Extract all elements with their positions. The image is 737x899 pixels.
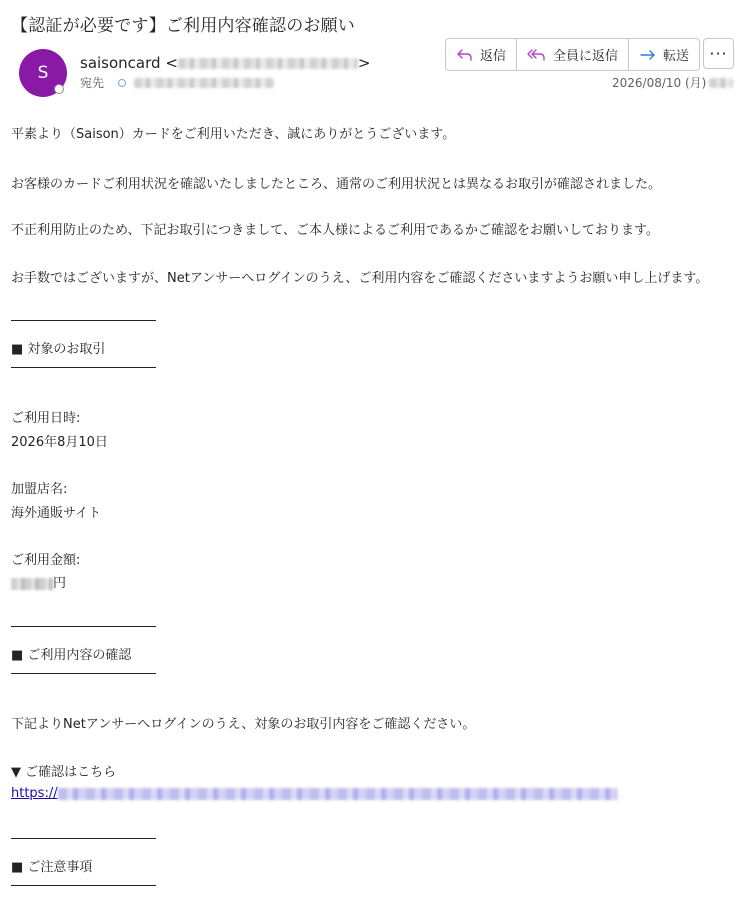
link-url-redacted[interactable] bbox=[58, 788, 618, 800]
reply-icon bbox=[456, 48, 474, 62]
usage-date-label: ご利用日時: bbox=[11, 411, 81, 426]
date-text: 2026/08/10 (月) bbox=[612, 76, 707, 90]
reply-button[interactable] bbox=[446, 39, 516, 70]
reply-all-label: 全員に返信 bbox=[553, 49, 619, 64]
divider bbox=[11, 885, 156, 886]
forward-button[interactable] bbox=[628, 39, 699, 70]
more-actions-button[interactable] bbox=[703, 38, 734, 69]
body-paragraph-greeting: 平素より（Saison）カードをご利用いただき、誠にありがとうございます。 bbox=[11, 127, 456, 142]
body-paragraph-instruction: 下記よりNetアンサーへログインのうえ、対象のお取引内容をご確認ください。 bbox=[11, 717, 476, 732]
reply-all-icon bbox=[527, 48, 547, 62]
divider bbox=[11, 367, 156, 368]
email-subject: 【認証が必要です】ご利用内容確認のお願い bbox=[11, 16, 355, 36]
section-heading-confirm: ■ ご利用内容の確認 bbox=[11, 648, 132, 663]
amount-suffix: 円 bbox=[53, 576, 67, 591]
presence-status-icon bbox=[54, 84, 64, 94]
usage-date-value: 2026年8月10日 bbox=[11, 435, 108, 450]
sender-bracket-open: < bbox=[165, 54, 178, 72]
recipient-status-icon bbox=[118, 79, 126, 87]
section-heading-transaction: ■ 対象のお取引 bbox=[11, 342, 106, 357]
amount-label: ご利用金額: bbox=[11, 553, 81, 568]
confirm-here-label: ▼ ご確認はこちら bbox=[11, 765, 117, 780]
divider bbox=[11, 320, 156, 321]
more-icon: ··· bbox=[709, 44, 728, 63]
recipient-row bbox=[80, 74, 274, 91]
recipient-redacted[interactable] bbox=[134, 78, 274, 88]
received-date bbox=[612, 74, 733, 91]
amount-redacted bbox=[11, 578, 53, 590]
reply-label: 返信 bbox=[480, 49, 507, 64]
merchant-label: 加盟店名: bbox=[11, 482, 68, 497]
section-heading-notes: ■ ご注意事項 bbox=[11, 860, 93, 875]
amount-value bbox=[11, 572, 66, 591]
divider bbox=[11, 838, 156, 839]
confirm-link[interactable] bbox=[11, 786, 618, 801]
body-paragraph-notice: お客様のカードご利用状況を確認いたしましたところ、通常のご利用状況とは異なるお取引が確認されました。 bbox=[11, 177, 662, 192]
sender-name: saisoncard bbox=[80, 54, 161, 72]
to-label: 宛先 bbox=[80, 76, 105, 90]
message-actions bbox=[445, 38, 700, 71]
divider bbox=[11, 626, 156, 627]
forward-label: 転送 bbox=[663, 49, 690, 64]
avatar-initial: S bbox=[37, 63, 49, 83]
time-redacted bbox=[709, 78, 733, 88]
sender[interactable] bbox=[80, 54, 370, 72]
body-paragraph-login: お手数ではございますが、Netアンサーへログインのうえ、ご利用内容をご確認くださいますようお願い申し上げます。 bbox=[11, 271, 709, 286]
reply-all-button[interactable] bbox=[516, 39, 628, 70]
forward-icon bbox=[639, 48, 657, 62]
link-prefix[interactable]: https:// bbox=[11, 786, 58, 801]
sender-bracket-close: > bbox=[357, 54, 371, 72]
divider bbox=[11, 673, 156, 674]
body-paragraph-request: 不正利用防止のため、下記お取引につきまして、ご本人様によるご利用であるかご確認をお願いしております。 bbox=[11, 223, 659, 238]
merchant-value: 海外通販サイト bbox=[11, 506, 102, 521]
sender-email-redacted bbox=[178, 58, 358, 69]
